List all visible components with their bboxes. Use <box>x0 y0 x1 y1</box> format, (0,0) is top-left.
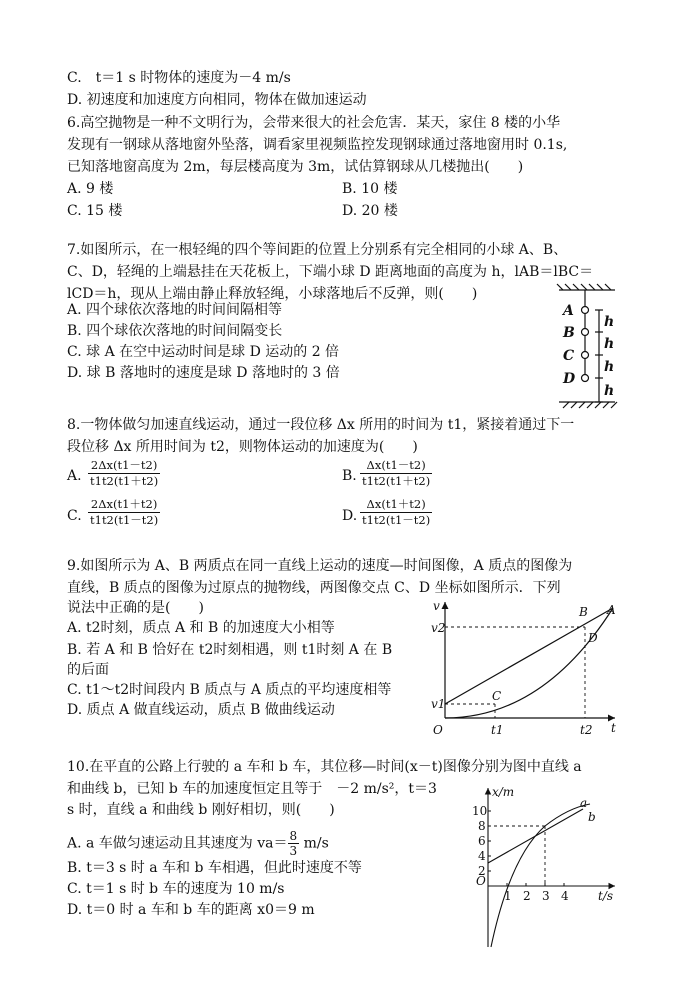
q10-stem-line2: 和曲线 b，已知 b 车的加速度恒定且等于 －2 m/s²，t＝3 <box>67 781 437 797</box>
q6-option-d: D. 20 楼 <box>342 203 398 219</box>
q9-option-a: A. t2时刻，质点 A 和 B 的加速度大小相等 <box>67 620 335 636</box>
q5-option-d: D. 初速度和加速度方向相同，物体在做加速运动 <box>67 92 367 108</box>
q10-line-a-label: a <box>580 796 588 810</box>
q7-option-b: B. 四个球依次落地的时间间隔变长 <box>67 323 283 339</box>
q9-v2-label: v2 <box>431 621 446 635</box>
q10-xtick: 3 <box>542 889 550 903</box>
q7-h-label: h <box>604 336 615 352</box>
q10-stem-line3: s 时，直线 a 和曲线 b 刚好相切，则( ) <box>67 802 335 818</box>
q7-stem-line2: C、D，轻绳的上端悬挂在天花板上，下端小球 D 距离地面的高度为 h，lAB＝lBC＝ <box>67 264 594 280</box>
q9-point-c-label: C <box>492 689 502 703</box>
q10-ytick: 2 <box>478 864 486 878</box>
q10-ytick: 8 <box>478 819 486 833</box>
denominator: t1t2(t1＋t2) <box>362 474 431 488</box>
q9-option-c: C. t1～t2时间段内 B 质点与 A 质点的平均速度相等 <box>67 682 392 698</box>
q10-xtick: 4 <box>561 889 569 903</box>
q7-option-c: C. 球 A 在空中运动时间是球 D 运动的 2 倍 <box>67 344 340 360</box>
q9-stem-line2: 直线，B 质点的图像为过原点的抛物线，两图像交点 C、D 坐标如图所示．下列 <box>67 580 561 596</box>
q8-option-d-fraction <box>360 497 432 528</box>
q7-label-b: B <box>563 325 575 341</box>
q6-stem-line2: 发现有一钢球从落地窗外坠落，调看家里视频监控发现钢球通过落地窗用时 0.1s, <box>67 137 568 153</box>
q9-curve-b-label: B <box>579 605 588 619</box>
q10-option-c: C. t＝1 s 时 b 车的速度为 10 m/s <box>67 881 285 897</box>
q10-option-b: B. t＝3 s 时 a 车和 b 车相遇，但此时速度不等 <box>67 860 362 876</box>
q9-v-axis-label: v <box>433 599 440 613</box>
numerator: Δx(t1＋t2) <box>360 497 432 513</box>
q7-label-d: D <box>563 371 576 387</box>
q10-stem-line1: 10.在平直的公路上行驶的 a 车和 b 车，其位移—时间(x－t)图像分别为图中直线 a <box>67 759 582 775</box>
q10-t-axis-label: t/s <box>598 889 614 903</box>
q10-ytick: 10 <box>472 804 488 818</box>
q10-xtick: 1 <box>504 889 512 903</box>
numerator: 2Δx(t1－t2) <box>88 458 160 474</box>
q8-option-a-fraction <box>88 458 160 489</box>
q8-option-a-label: A. <box>67 468 82 484</box>
denominator: 3 <box>289 844 298 858</box>
denominator: t1t2(t1－t2) <box>362 513 431 527</box>
q7-option-a: A. 四个球依次落地的时间间隔相等 <box>67 302 283 318</box>
denominator: t1t2(t1＋t2) <box>90 474 159 488</box>
q6-stem-line1: 6.高空抛物是一种不文明行为，会带来很大的社会危害．某天，家住 8 楼的小华 <box>67 115 561 131</box>
q5-option-c: C. t＝1 s 时物体的速度为－4 m/s <box>67 70 291 86</box>
denominator: t1t2(t1－t2) <box>90 513 159 527</box>
q9-option-b-line1: B. 若 A 和 B 恰好在 t2时刻相遇，则 t1时刻 A 在 B <box>67 642 393 658</box>
q10-ytick: 4 <box>478 849 486 863</box>
q9-vt-graph <box>425 596 625 741</box>
q8-option-c-label: C. <box>67 508 82 524</box>
q9-point-d-label: D <box>588 631 598 645</box>
q8-option-d-label: D. <box>342 508 358 524</box>
numerator: 8 <box>289 829 298 843</box>
q9-v1-label: v1 <box>431 697 446 711</box>
q10-option-a-text: A. a 车做匀速运动且其速度为 va＝ <box>67 835 288 852</box>
q10-xtick: 2 <box>523 889 531 903</box>
numerator: Δx(t1－t2) <box>360 458 432 474</box>
q7-option-d: D. 球 B 落地时的速度是球 D 落地时的 3 倍 <box>67 365 340 381</box>
q9-stem-line1: 9.如图所示为 A、B 两质点在同一直线上运动的速度—时间图像，A 质点的图像为 <box>67 558 573 574</box>
q7-label-a: A <box>563 303 574 319</box>
q6-option-a: A. 9 楼 <box>67 181 114 197</box>
q6-option-b: B. 10 楼 <box>342 181 398 197</box>
q8-option-b-label: B. <box>342 468 357 484</box>
q9-t-axis-label: t <box>611 721 616 735</box>
q7-h-label: h <box>604 383 615 399</box>
q7-stem-line1: 7.如图所示，在一根轻绳的四个等间距的位置上分别系有完全相同的小球 A、B、 <box>67 242 568 258</box>
q7-rope-figure <box>555 280 625 415</box>
q9-t1-label: t1 <box>491 723 504 737</box>
q7-label-c: C <box>563 348 575 364</box>
q8-option-b-fraction <box>360 458 432 489</box>
q10-option-a-unit: m/s <box>299 835 329 852</box>
q10-curve-b-label: b <box>588 810 596 824</box>
q9-option-b-line2: 的后面 <box>67 662 109 678</box>
q10-option-d: D. t＝0 时 a 车和 b 车的距离 x0＝9 m <box>67 902 315 918</box>
q10-origin-label: O <box>476 874 486 888</box>
q6-option-c: C. 15 楼 <box>67 203 123 219</box>
numerator: 2Δx(t1＋t2) <box>88 497 160 513</box>
q10-x-axis-label: x/m <box>492 785 515 799</box>
q7-h-label: h <box>604 314 615 330</box>
q10-xt-graph <box>470 782 630 952</box>
q7-h-label: h <box>604 359 615 375</box>
q8-stem-line1: 8.一物体做匀加速直线运动，通过一段位移 Δx 所用的时间为 t1，紧接着通过下一 <box>67 417 575 433</box>
q9-stem-line3: 说法中正确的是( ) <box>67 600 204 616</box>
q9-option-d: D. 质点 A 做直线运动，质点 B 做曲线运动 <box>67 702 335 718</box>
q6-stem-line3: 已知落地窗高度为 2m，每层楼高度为 3m，试估算钢球从几楼抛出( ) <box>67 159 524 175</box>
q7-stem-line3: lCD＝h，现从上端由静止释放轻绳，小球落地后不反弹，则( ) <box>67 286 478 302</box>
q10-ytick: 6 <box>478 834 486 848</box>
q8-stem-line2: 段位移 Δx 所用时间为 t2，则物体运动的加速度为( ) <box>67 439 418 455</box>
q9-line-a-label: A <box>607 603 616 617</box>
q8-option-c-fraction <box>88 497 160 528</box>
q9-origin-label: O <box>433 723 443 737</box>
q10-option-a-fraction <box>288 829 300 858</box>
q10-option-a <box>67 829 329 858</box>
q9-t2-label: t2 <box>580 723 593 737</box>
